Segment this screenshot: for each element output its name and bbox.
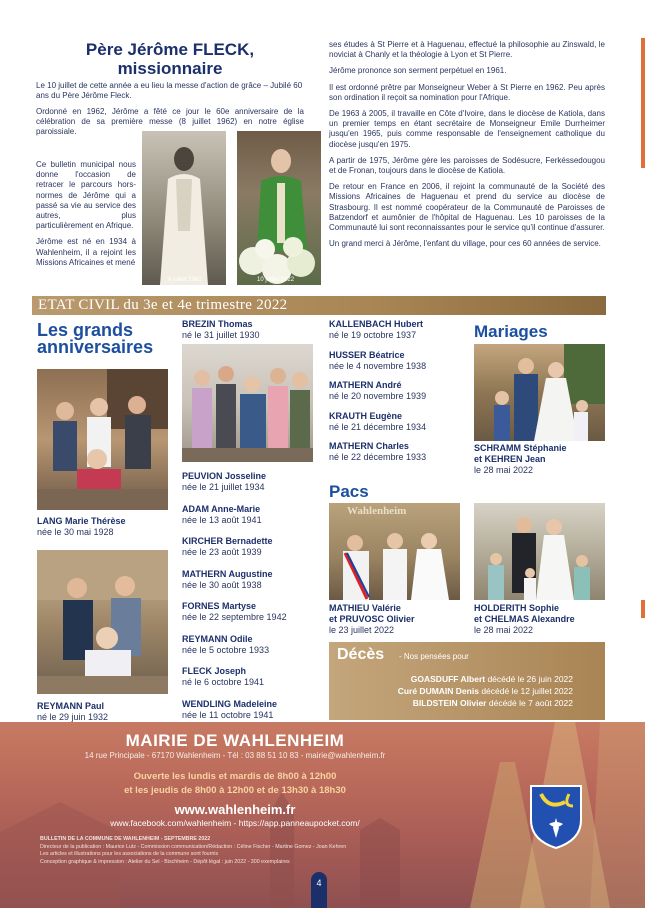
deces-entry — [333, 685, 573, 697]
mairie-hours — [0, 770, 470, 798]
edge-strip-top — [641, 38, 645, 168]
deces-entry — [333, 697, 573, 709]
photo-reymann — [37, 550, 168, 694]
article-paragraph: De retour en France en 2006, il rejoint la communauté de la Société des Missions Africaines de Haguenau et prend du service au diocèse de Strasbourg. Il est nommé coopérateur de la Communauté de Paroisses de Batzendorf et aumônier de l'hôpital de Haguenau. Les 10 paroisses de la Communauté lui sont reconnaissantes pour le service qu'il continue d'assurer. — [329, 182, 605, 233]
couple-date: le 28 mai 2022 — [474, 625, 534, 635]
anniversaires-title-line1: Les grands — [37, 320, 134, 340]
anniversary-entry — [329, 350, 426, 372]
credits-line: BULLETIN DE LA COMMUNE DE WAHLENHEIM - SEPTEMBRE 2022 — [40, 836, 211, 842]
person-date: née le 5 octobre 1933 — [182, 644, 270, 655]
couple-name-line1: MATHIEU Valérie — [329, 603, 401, 613]
person-date: née le 30 mai 1928 — [37, 527, 114, 537]
person-date: né le 6 octobre 1941 — [182, 677, 265, 687]
pacs-entry — [329, 603, 415, 636]
page-number: 4 — [316, 878, 322, 888]
deces-subtitle: - Nos pensées pour — [399, 652, 469, 661]
anniv-brezin — [182, 319, 260, 341]
edge-strip-bottom — [641, 600, 645, 618]
person-name: MATHERN Charles — [329, 441, 409, 451]
wedding-family-icon — [474, 503, 605, 600]
person-date: né le 20 novembre 1939 — [329, 391, 427, 401]
couple-name-line1: HOLDERITH Sophie — [474, 603, 559, 613]
person-date: née le 13 août 1941 — [182, 514, 262, 525]
anniv-reymann — [37, 701, 108, 723]
etat-civil-banner — [32, 296, 606, 315]
etat-civil-title: ETAT CIVIL du 3e et 4e trimestre 2022 — [38, 297, 288, 313]
anniversaires-title — [37, 322, 153, 356]
article-paragraph: Jérôme est né en 1934 à Wahlenheim, il a rejoint les Missions Africaines et mené — [36, 237, 136, 267]
deces-box — [329, 642, 605, 720]
person-date: né le 21 décembre 1934 — [329, 421, 427, 432]
anniversary-entry — [182, 536, 273, 558]
anniversary-entry — [182, 569, 273, 591]
person-name: PEUVION Josseline — [182, 471, 267, 481]
person-name: ADAM Anne-Marie — [182, 503, 261, 514]
person-date: née le 23 août 1939 — [182, 547, 262, 557]
couple-name-line2: et KEHREN Jean — [474, 454, 546, 464]
anniversary-entry — [182, 504, 262, 526]
person-date: né le 31 juillet 1930 — [182, 330, 260, 340]
person-name: REYMANN Odile — [182, 633, 253, 644]
page-number-tab — [311, 872, 327, 908]
article-paragraph: Il est ordonné prêtre par Monseigneur Weber à St Pierre en 1962. Peu après son ordination il reçoit sa nomination pour l'Afrique. — [329, 82, 605, 102]
photo-pacs — [329, 503, 460, 600]
deceased-date: décédé le 12 juillet 2022 — [481, 686, 573, 696]
article-title — [36, 40, 304, 78]
credits-line: Les articles et illustrations pour les associations de la commune sont fournis — [40, 851, 219, 857]
article-title-line2: missionnaire — [117, 59, 223, 78]
person-date: née le 21 juillet 1934 — [182, 482, 265, 492]
person-name: WENDLING Madeleine — [182, 698, 278, 709]
couple-date: le 28 mai 2022 — [474, 465, 534, 475]
photo-jerome-2022 — [237, 131, 321, 285]
photo-mariage-schramm — [474, 344, 605, 441]
priest-figure-icon — [142, 131, 226, 285]
person-date: née le 11 octobre 1941 — [182, 709, 274, 720]
credits — [40, 836, 460, 866]
deceased-name: Curé DUMAIN Denis — [397, 686, 479, 696]
person-date: née le 4 novembre 1938 — [329, 360, 427, 371]
group-celebration-icon — [182, 344, 313, 462]
couple-date: le 23 juillet 2022 — [329, 625, 395, 635]
person-name: MATHERN Augustine — [182, 568, 273, 579]
person-date: née le 22 septembre 1942 — [182, 612, 287, 622]
article-paragraph: Jérôme prononce son serment perpétuel en 1961. — [329, 66, 507, 76]
deceased-date: décédé le 26 juin 2022 — [487, 674, 573, 684]
person-name: FLECK Joseph — [182, 666, 247, 676]
couple-name-line2: et CHELMAS Alexandre — [474, 614, 575, 624]
anniversary-entry — [329, 441, 426, 463]
hours-line2: et les jeudis de 8h00 à 12h00 et de 13h30 à 18h30 — [124, 785, 346, 796]
article-paragraph: A partir de 1975, Jérôme gère les paroisses de Sodésucre, Ferkéssedougou et de Fronan, toujours dans le diocèse de Katiola. — [329, 155, 605, 176]
article-left-col — [36, 160, 136, 274]
anniversary-entry — [182, 634, 269, 656]
anniversary-entry — [329, 411, 426, 433]
article-paragraph: Le 10 juillet de cette année a eu lieu la messe d'action de grâce – Jubilé 60 ans du Père Jérôme Fleck. — [36, 81, 303, 101]
pacs-title: Pacs — [329, 482, 369, 501]
pacs-ceremony-icon — [329, 503, 460, 600]
anniversary-entry — [182, 601, 287, 623]
mariage-holderith — [474, 603, 575, 636]
mariages-title: Mariages — [474, 322, 548, 341]
website-link[interactable]: www.wahlenheim.fr — [174, 802, 296, 817]
anniversary-entry — [182, 471, 266, 493]
deceased-date: décédé le 7 août 2022 — [488, 698, 573, 708]
mairie-address: 14 rue Principale - 67170 Wahlenheim - Tél : 03 88 51 10 83 - mairie@wahlenheim.fr — [84, 751, 386, 760]
coat-of-arms-icon — [529, 784, 583, 850]
priest-green-vestment-icon — [237, 131, 321, 285]
deces-entry — [333, 673, 573, 685]
anniversary-entry — [182, 666, 264, 688]
photo-caption: 10 juillet 2022 — [257, 277, 295, 283]
person-name: LANG Marie Thérèse — [37, 516, 126, 526]
person-name: REYMANN Paul — [37, 701, 105, 711]
photo-mariage-holderith — [474, 503, 605, 600]
person-date: née le 30 août 1938 — [182, 579, 262, 590]
mariage-schramm — [474, 443, 567, 476]
person-date: né le 19 octobre 1937 — [329, 330, 417, 340]
wedding-couple-icon — [474, 344, 605, 441]
deceased-name: GOASDUFF Albert — [410, 674, 486, 684]
family-group-icon — [37, 369, 168, 510]
person-date: né le 29 juin 1932 — [37, 712, 109, 722]
town-hall-sign: Wahlenheim — [347, 505, 407, 517]
social-links[interactable]: www.facebook.com/wahlenheim - https://app.panneaupocket.com/ — [110, 818, 360, 828]
footer — [0, 722, 645, 908]
anniversary-entry — [182, 699, 277, 721]
article-paragraph: Ce bulletin municipal nous donne l'occasion de retracer le parcours hors-normes de Jérôme qui a passé sa vie au service des autres, plus particulièrement en Afrique. — [36, 160, 136, 231]
photo-caption: 8 juillet 1962 — [168, 277, 202, 283]
photo-lang — [37, 369, 168, 510]
article-paragraph: Un grand merci à Jérôme, l'enfant du village, pour ces 60 années de service. — [329, 239, 601, 249]
article-paragraph: ses études à St Pierre et à Haguenau, effectué la philosophie au Zinswald, le noviciat à Chanly et la théologie à Lyon et St Pierre. — [329, 40, 605, 60]
photo-brezin — [182, 344, 313, 462]
deces-list — [333, 673, 573, 709]
couple-name-line1: SCHRAMM Stéphanie — [474, 443, 567, 453]
anniversaires-title-line2: anniversaires — [37, 337, 154, 357]
anniversary-entry — [329, 380, 426, 402]
photo-jerome-1962 — [142, 131, 226, 285]
person-name: KALLENBACH Hubert — [329, 319, 423, 329]
mairie-title: MAIRIE DE WAHLENHEIM — [125, 731, 345, 750]
article-right-col — [329, 40, 605, 255]
person-date: né le 22 décembre 1933 — [329, 452, 427, 462]
article-paragraph: De 1963 à 2005, il travaille en Côte d'Ivoire, dans le diocèse de Katiola, dans un premier temps en étant secrétaire de Monseigneur Emile Durrheimer jusqu'en 1965, puis comme responsable de l'enseignement catholique du diocèse jusqu'en 1975. — [329, 109, 605, 149]
anniv-lang — [37, 516, 126, 538]
deces-title: Décès — [337, 646, 385, 663]
person-name: MATHERN André — [329, 380, 402, 390]
deceased-name: BILDSTEIN Olivier — [412, 698, 487, 708]
person-name: BREZIN Thomas — [182, 319, 253, 329]
person-name: FORNES Martyse — [182, 601, 257, 611]
article-paragraph: Ordonné en 1962, Jérôme a fêté ce jour le 60e anniversaire de la célébration de sa première messe (8 juillet 1962) en notre église paroissiale. — [36, 107, 304, 137]
person-name: KIRCHER Bernadette — [182, 536, 273, 546]
hours-line1: Ouverte les lundis et mardis de 8h00 à 12h00 — [133, 771, 337, 782]
couple-name-line2: et PRUVOSC Olivier — [329, 614, 415, 624]
person-name: KRAUTH Eugène — [329, 410, 403, 421]
anniversary-entry — [329, 319, 423, 341]
person-name: HUSSER Béatrice — [329, 349, 405, 360]
credits-line: Conception graphique & impression : Atelier du Sel - Bischheim - Dépôt légal : juin 2022 - 300 exemplaires — [40, 858, 290, 865]
article-title-line1: Père Jérôme FLECK, — [85, 40, 255, 59]
article-intro — [36, 81, 304, 107]
couple-group-icon — [37, 550, 168, 694]
credits-line: Directeur de la publication : Maurice Lutz - Commission communication/Rédaction : Céline Fischer - Martine Gomez - Joan Kehren — [40, 843, 347, 850]
